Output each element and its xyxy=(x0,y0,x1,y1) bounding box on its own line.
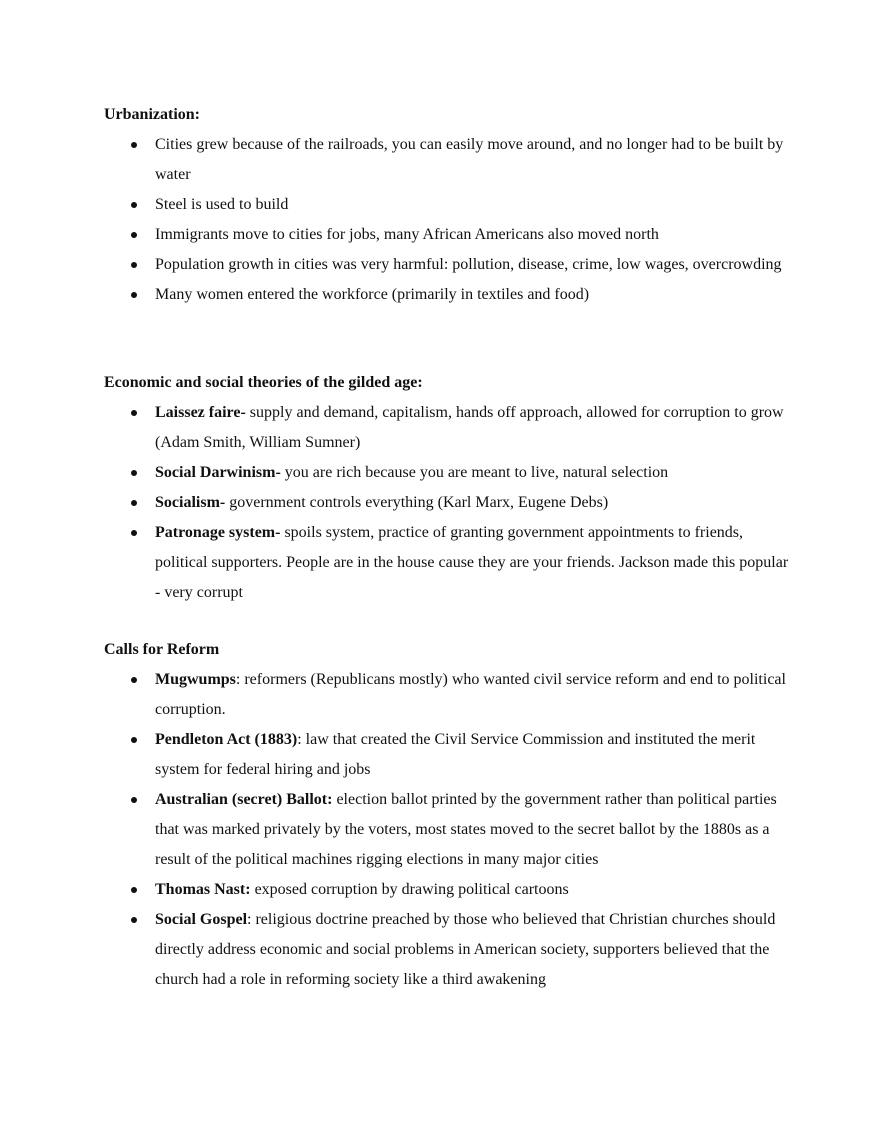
bullet-list xyxy=(104,665,794,995)
item-term: Mugwumps xyxy=(155,671,236,688)
list-item xyxy=(104,130,791,190)
item-term: Australian (secret) Ballot: xyxy=(155,791,333,808)
item-text: supply and demand, capitalism, hands off approach, allowed for corruption to grow (Adam Smith, William Sumner) xyxy=(155,404,784,451)
item-text: : reformers (Republicans mostly) who wanted civil service reform and end to political corruption. xyxy=(155,671,786,718)
list-item xyxy=(104,905,791,995)
section-heading: Economic and social theories of the gilded age: xyxy=(104,374,423,391)
bullet-list xyxy=(104,130,794,310)
item-term: Social Darwinism- xyxy=(155,464,281,481)
bullet-icon xyxy=(131,410,137,416)
bullet-icon xyxy=(131,530,137,536)
item-term: Socialism- xyxy=(155,494,226,511)
bullet-icon xyxy=(131,202,137,208)
bullet-icon xyxy=(131,917,137,923)
bullet-icon xyxy=(131,737,137,743)
bullet-icon xyxy=(131,232,137,238)
item-text: you are rich because you are meant to live, natural selection xyxy=(280,464,669,481)
section-heading: Urbanization: xyxy=(104,106,200,123)
item-term: Thomas Nast: xyxy=(155,881,251,898)
list-item xyxy=(104,458,791,488)
bullet-list xyxy=(104,398,794,608)
bullet-icon xyxy=(131,262,137,268)
bullet-icon xyxy=(131,142,137,148)
list-item xyxy=(104,725,791,785)
list-item xyxy=(104,280,791,310)
list-item xyxy=(104,190,791,220)
bullet-icon xyxy=(131,677,137,683)
item-text: election ballot printed by the government rather than political parties that was marked privately by the voters, most states moved to the secret ballot by the 1880s as a result of the political machines rigging elections in many major cities xyxy=(155,791,777,868)
item-text: : religious doctrine preached by those who believed that Christian churches should directly address economic and social problems in American society, supporters believed that the church had a role in reforming society like a third awakening xyxy=(155,911,776,988)
section-heading: Calls for Reform xyxy=(104,641,220,658)
item-text: government controls everything (Karl Marx, Eugene Debs) xyxy=(225,494,609,511)
item-term: Laissez faire- xyxy=(155,404,246,421)
bullet-icon xyxy=(131,470,137,476)
item-text: Immigrants move to cities for jobs, many African Americans also moved north xyxy=(155,226,659,243)
bullet-icon xyxy=(131,887,137,893)
list-item xyxy=(104,250,791,280)
list-item xyxy=(104,398,791,458)
item-term: Social Gospel xyxy=(155,911,248,928)
item-text: Population growth in cities was very harmful: pollution, disease, crime, low wages, overcrowding xyxy=(155,256,782,273)
item-text: Many women entered the workforce (primarily in textiles and food) xyxy=(155,286,590,303)
bullet-icon xyxy=(131,292,137,298)
item-term: Pendleton Act (1883) xyxy=(155,731,298,748)
item-term: Patronage system- xyxy=(155,524,281,541)
bullet-icon xyxy=(131,500,137,506)
list-item xyxy=(104,518,791,608)
item-text: exposed corruption by drawing political cartoons xyxy=(250,881,569,898)
item-text: spoils system, practice of granting government appointments to friends, political supporters. People are in the house cause they are your friends. Jackson made this popular - very corrupt xyxy=(155,524,789,601)
section-urbanization xyxy=(104,100,794,310)
section-reform xyxy=(104,635,794,995)
item-text: Cities grew because of the railroads, you can easily move around, and no longer had to be built by water xyxy=(155,136,784,183)
list-item xyxy=(104,220,791,250)
list-item xyxy=(104,488,791,518)
item-text: : law that created the Civil Service Commission and instituted the merit system for federal hiring and jobs xyxy=(155,731,756,778)
list-item xyxy=(104,875,791,905)
section-theories xyxy=(104,368,794,608)
item-text: Steel is used to build xyxy=(155,196,289,213)
bullet-icon xyxy=(131,797,137,803)
list-item xyxy=(104,785,791,875)
list-item xyxy=(104,665,791,725)
